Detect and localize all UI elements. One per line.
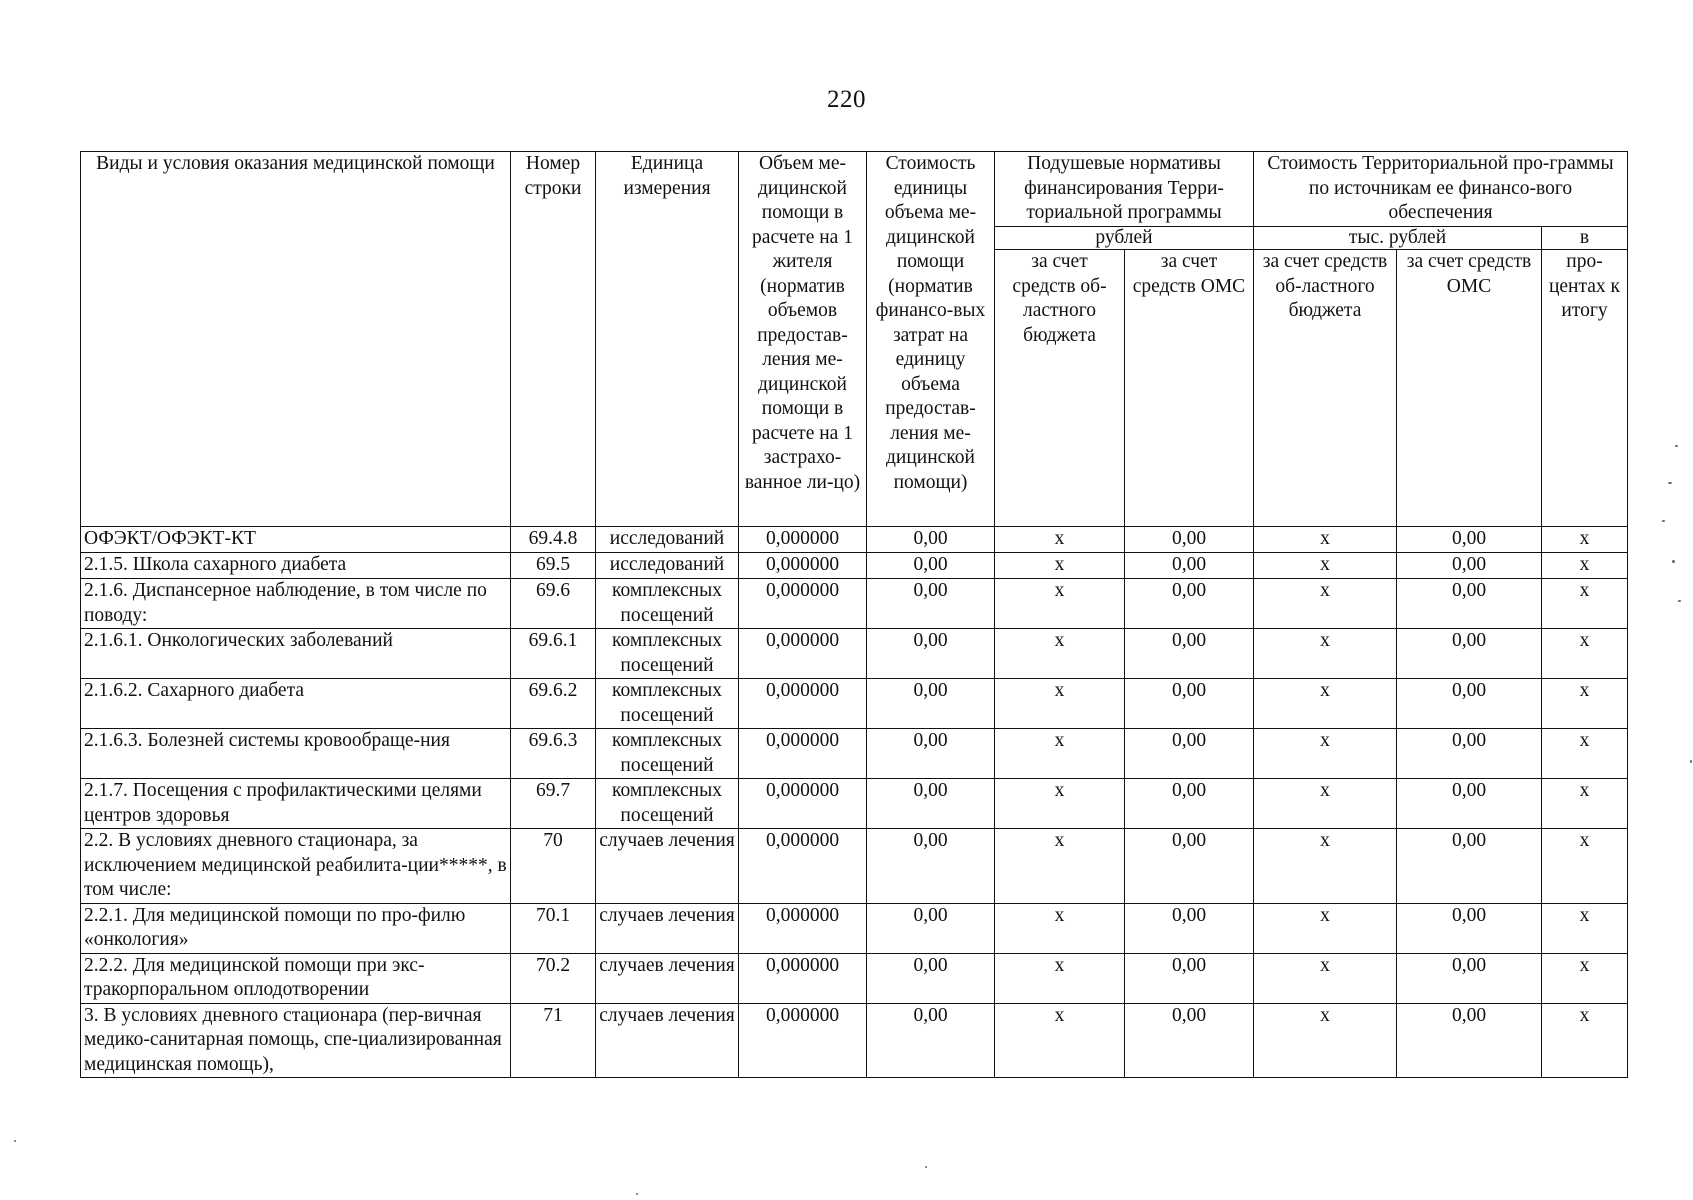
row-pr-oms: 0,00 [1397,527,1542,553]
row-pr-budget: x [1254,779,1397,829]
row-pct: x [1542,903,1628,953]
row-cost: 0,00 [867,1003,995,1078]
row-pr-budget: x [1254,729,1397,779]
row-pc-oms: 0,00 [1125,679,1254,729]
row-pct: x [1542,629,1628,679]
row-pr-budget: x [1254,829,1397,904]
table-header [81,152,1628,527]
table-row [81,729,1628,779]
row-pr-oms: 0,00 [1397,829,1542,904]
row-cost: 0,00 [867,953,995,1003]
row-pc-oms: 0,00 [1125,903,1254,953]
row-pc-budget: x [995,829,1125,904]
row-pc-oms: 0,00 [1125,1003,1254,1078]
row-line: 70.1 [511,903,596,953]
header-volume: Объем ме-дицинской помощи в расчете на 1 жителя (норматив объемов предостав-ления ме-дицинской помощи в расчете на 1 застрахо-ванное ли-цо) [739,152,867,527]
row-pct: x [1542,953,1628,1003]
header-program-regional-budget: за счет средств об-ластного бюджета [1254,250,1397,527]
row-pc-budget: x [995,629,1125,679]
row-pc-budget: x [995,579,1125,629]
row-unit: комплексных посещений [596,779,739,829]
table-row [81,579,1628,629]
row-pr-oms: 0,00 [1397,903,1542,953]
row-name: 3. В условиях дневного стационара (пер-вичная медико-санитарная помощь, спе-циализированная медицинская помощь), [81,1003,511,1078]
row-volume: 0,000000 [739,829,867,904]
row-cost: 0,00 [867,729,995,779]
row-pc-budget: x [995,1003,1125,1078]
row-name: 2.2. В условиях дневного стационара, за исключением медицинской реабилита-ции*****, в том числе: [81,829,511,904]
header-per-capita-group: Подушевые нормативы финансирования Терри-ториальной программы [995,152,1254,227]
row-name: ОФЭКТ/ОФЭКТ-КТ [81,527,511,553]
row-pr-oms: 0,00 [1397,553,1542,579]
row-unit: случаев лечения [596,1003,739,1078]
table-row [81,629,1628,679]
row-pr-oms: 0,00 [1397,953,1542,1003]
row-cost: 0,00 [867,629,995,679]
row-name: 2.1.7. Посещения с профилактическими целями центров здоровья [81,779,511,829]
row-pct: x [1542,779,1628,829]
financing-table [80,151,1628,1078]
row-pr-budget: x [1254,579,1397,629]
row-pr-oms: 0,00 [1397,579,1542,629]
row-volume: 0,000000 [739,903,867,953]
row-pc-oms: 0,00 [1125,579,1254,629]
row-pr-budget: x [1254,629,1397,679]
row-pr-budget: x [1254,903,1397,953]
header-per-capita-regional-budget: за счет средств об-ластного бюджета [995,250,1125,527]
row-pr-budget: x [1254,1003,1397,1078]
row-pc-oms: 0,00 [1125,553,1254,579]
row-unit: комплексных посещений [596,579,739,629]
row-cost: 0,00 [867,527,995,553]
scan-speck [636,1193,638,1195]
row-volume: 0,000000 [739,527,867,553]
row-pc-budget: x [995,903,1125,953]
row-volume: 0,000000 [739,779,867,829]
scan-speck [14,1140,16,1142]
header-unit: Единица измерения [596,152,739,527]
row-pc-budget: x [995,679,1125,729]
row-cost: 0,00 [867,779,995,829]
header-percent-v: в [1542,227,1628,250]
row-name: 2.1.5. Школа сахарного диабета [81,553,511,579]
row-name: 2.1.6.3. Болезней системы кровообраще-ния [81,729,511,779]
table-row [81,779,1628,829]
scan-speck [925,1166,927,1168]
scan-speck [1662,520,1665,522]
row-unit: исследований [596,553,739,579]
row-pct: x [1542,553,1628,579]
row-cost: 0,00 [867,903,995,953]
row-unit: случаев лечения [596,953,739,1003]
row-pr-budget: x [1254,953,1397,1003]
table-body [81,527,1628,1078]
table-row [81,527,1628,553]
row-line: 69.6.2 [511,679,596,729]
row-volume: 0,000000 [739,1003,867,1078]
row-pc-budget: x [995,527,1125,553]
row-pr-budget: x [1254,679,1397,729]
table-row [81,953,1628,1003]
row-line: 71 [511,1003,596,1078]
row-pc-oms: 0,00 [1125,779,1254,829]
row-volume: 0,000000 [739,679,867,729]
row-name: 2.2.1. Для медицинской помощи по про-филю «онкология» [81,903,511,953]
row-cost: 0,00 [867,553,995,579]
row-pct: x [1542,527,1628,553]
row-pr-budget: x [1254,527,1397,553]
row-pr-oms: 0,00 [1397,1003,1542,1078]
row-pr-oms: 0,00 [1397,779,1542,829]
row-name: 2.1.6.1. Онкологических заболеваний [81,629,511,679]
row-pct: x [1542,729,1628,779]
scan-speck [1675,445,1678,447]
row-line: 69.6.3 [511,729,596,779]
row-line: 70.2 [511,953,596,1003]
table-row [81,829,1628,904]
row-pc-oms: 0,00 [1125,629,1254,679]
header-unit-rubles: рублей [995,227,1254,250]
row-pct: x [1542,829,1628,904]
row-pc-budget: x [995,553,1125,579]
header-cost: Стоимость единицы объема ме-дицинской помощи (норматив финансо-вых затрат на единицу объема предостав-ления ме-дицинской помощи) [867,152,995,527]
row-name: 2.1.6.2. Сахарного диабета [81,679,511,729]
row-volume: 0,000000 [739,729,867,779]
row-unit: случаев лечения [596,829,739,904]
row-unit: комплексных посещений [596,729,739,779]
row-volume: 0,000000 [739,579,867,629]
page-number: 220 [827,86,866,113]
row-unit: случаев лечения [596,903,739,953]
row-volume: 0,000000 [739,629,867,679]
row-pr-oms: 0,00 [1397,629,1542,679]
row-pc-oms: 0,00 [1125,527,1254,553]
header-line-number: Номер строки [511,152,596,527]
row-volume: 0,000000 [739,553,867,579]
row-pc-oms: 0,00 [1125,829,1254,904]
row-unit: комплексных посещений [596,629,739,679]
table-row [81,679,1628,729]
row-cost: 0,00 [867,679,995,729]
row-unit: комплексных посещений [596,679,739,729]
row-unit: исследований [596,527,739,553]
row-pct: x [1542,679,1628,729]
row-pr-budget: x [1254,553,1397,579]
table-row [81,1003,1628,1078]
scan-speck [1672,560,1675,563]
row-pr-oms: 0,00 [1397,679,1542,729]
table-row [81,903,1628,953]
header-program-oms: за счет средств ОМС [1397,250,1542,527]
row-pc-budget: x [995,779,1125,829]
row-name: 2.2.2. Для медицинской помощи при экс-тракорпоральном оплодотворении [81,953,511,1003]
row-line: 70 [511,829,596,904]
row-line: 69.5 [511,553,596,579]
row-volume: 0,000000 [739,953,867,1003]
header-program-cost-group: Стоимость Территориальной про-граммы по источникам ее финансо-вого обеспечения [1254,152,1628,227]
row-cost: 0,00 [867,579,995,629]
header-kind: Виды и условия оказания медицинской помощи [81,152,511,527]
header-per-capita-oms: за счет средств ОМС [1125,250,1254,527]
row-pct: x [1542,1003,1628,1078]
row-line: 69.7 [511,779,596,829]
scan-speck [1690,760,1692,763]
scan-speck [1668,482,1672,484]
row-line: 69.6.1 [511,629,596,679]
row-pct: x [1542,579,1628,629]
scan-speck [1678,600,1681,602]
row-line: 69.6 [511,579,596,629]
header-unit-thousand-rubles: тыс. рублей [1254,227,1542,250]
row-pc-oms: 0,00 [1125,953,1254,1003]
row-pc-budget: x [995,953,1125,1003]
header-program-percent: про-центах к итогу [1542,250,1628,527]
table-row [81,553,1628,579]
row-line: 69.4.8 [511,527,596,553]
row-pc-budget: x [995,729,1125,779]
row-name: 2.1.6. Диспансерное наблюдение, в том числе по поводу: [81,579,511,629]
row-pc-oms: 0,00 [1125,729,1254,779]
row-pr-oms: 0,00 [1397,729,1542,779]
row-cost: 0,00 [867,829,995,904]
